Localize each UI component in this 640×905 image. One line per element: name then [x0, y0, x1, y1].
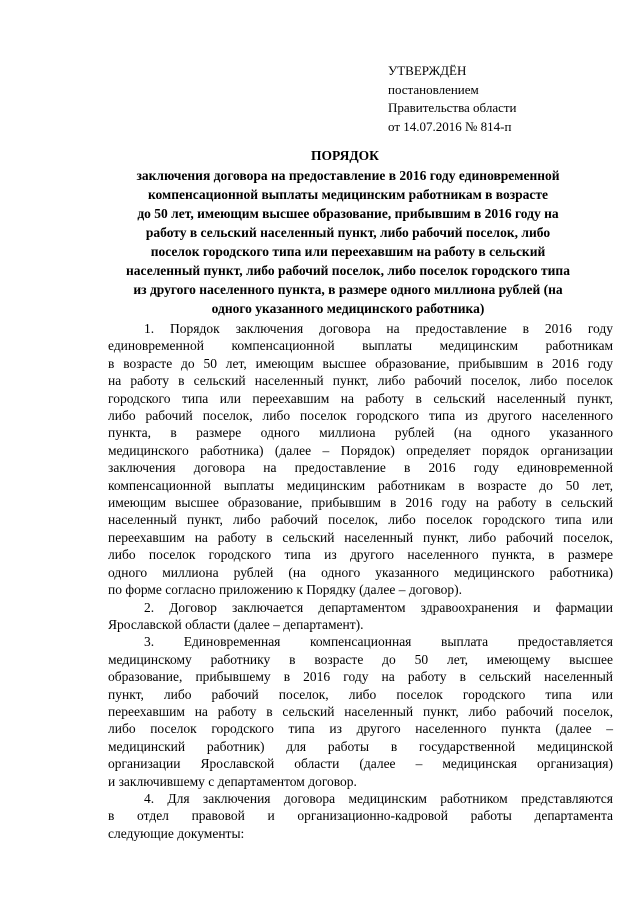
- subtitle-line: из другого населенного пункта, в размере одного миллиона рублей (на: [133, 282, 563, 297]
- text-line: в возрасте до 50 лет, имеющим высшее образование, прибывшим в 2016 году: [108, 355, 613, 371]
- subtitle-line: работу в сельский населенный пункт, либо рабочий поселок, либо: [145, 225, 551, 240]
- approval-heading: УТВЕРЖДЁН: [388, 63, 467, 78]
- paragraph-4: [108, 790, 613, 842]
- text-line: переехавшим на работу в сельский населенный пункт, либо рабочий поселок,: [108, 703, 613, 719]
- text-line: и заключившему с департаментом договор.: [108, 773, 357, 789]
- text-line: пункта, в размере одного миллиона рублей (на одного указанного: [108, 425, 613, 441]
- text-line: Ярославской области (далее – департамент).: [108, 616, 364, 632]
- paragraph-1: [108, 320, 613, 599]
- text-line: либо поселок городского типа из другого населенного пункта (далее –: [108, 721, 613, 737]
- document-subtitle: [94, 166, 602, 318]
- text-line: имеющим высшее образование, прибывшим в 2016 году на работу в сельский: [108, 495, 613, 511]
- paragraph-3: [108, 633, 613, 790]
- text-line: 2. Договор заключается департаментом здравоохранения и фармации: [144, 599, 613, 615]
- text-line: 3. Единовременная компенсационная выплата предоставляется: [144, 634, 613, 650]
- approval-line: Правительства области: [388, 100, 517, 116]
- text-line: одного миллиона рублей (на одного указанного медицинского работника): [108, 564, 613, 580]
- text-line: в отдел правовой и организационно-кадровой работы департамента: [108, 808, 613, 824]
- text-line: либо рабочий поселок, либо поселок городского типа из другого населенного: [108, 408, 613, 424]
- text-line: заключения договора на предоставление в 2016 году единовременной: [108, 460, 613, 476]
- subtitle-line: компенсационной выплаты медицинским работникам в возрасте: [147, 187, 549, 202]
- text-line: пункт, либо рабочий поселок, либо поселок городского типа или: [108, 686, 613, 702]
- text-line: медицинский работник) для работы в государственной медицинской: [108, 738, 613, 754]
- text-line: медицинского работника) (далее – Порядок) определяет порядок организации: [108, 442, 613, 458]
- text-line: по форме согласно приложению к Порядку (далее – договор).: [108, 582, 463, 598]
- text-line: либо поселок городского типа из другого населенного пункта, в размере: [108, 547, 613, 563]
- text-line: населенный пункт, либо рабочий поселок, либо поселок городского типа или: [108, 512, 613, 528]
- text-line: организации Ярославской области (далее – медицинская организация): [108, 756, 613, 772]
- paragraph-2: [108, 599, 613, 634]
- text-line: компенсационной выплаты медицинским работникам в возрасте до 50 лет,: [108, 477, 613, 493]
- approval-date-number: от 14.07.2016 № 814-п: [388, 118, 512, 134]
- subtitle-line: поселок городского типа или переехавшим на работу в сельский: [150, 244, 546, 259]
- document-body: [108, 320, 613, 842]
- subtitle-line: до 50 лет, имеющим высшее образование, прибывшим в 2016 году на: [137, 206, 559, 221]
- subtitle-line: одного указанного медицинского работника): [211, 301, 485, 316]
- text-line: городского типа или переехавшим на работу в сельский населенный пункт,: [108, 390, 613, 406]
- text-line: медицинскому работнику в возрасте до 50 лет, имеющему высшее: [108, 651, 613, 667]
- text-line: на работу в сельский населенный пункт, либо рабочий поселок, либо поселок: [108, 373, 613, 389]
- text-line: единовременной компенсационной выплаты медицинским работникам: [108, 338, 613, 354]
- subtitle-line: населенный пункт, либо рабочий поселок, либо поселок городского типа: [126, 263, 570, 278]
- text-line: следующие документы:: [108, 825, 245, 841]
- text-line: 4. Для заключения договора медицинским работником представляются: [144, 790, 613, 806]
- subtitle-line: заключения договора на предоставление в 2016 году единовременной: [136, 168, 560, 183]
- approval-stamp: [388, 62, 517, 136]
- text-line: образование, прибывшему в 2016 году на работу в сельский населенный: [108, 669, 613, 685]
- document-title: ПОРЯДОК: [311, 148, 379, 163]
- approval-line: постановлением: [388, 81, 479, 97]
- text-line: переехавшим на работу в сельский населенный пункт, либо рабочий поселок,: [108, 529, 613, 545]
- text-line: 1. Порядок заключения договора на предоставление в 2016 году: [144, 321, 613, 336]
